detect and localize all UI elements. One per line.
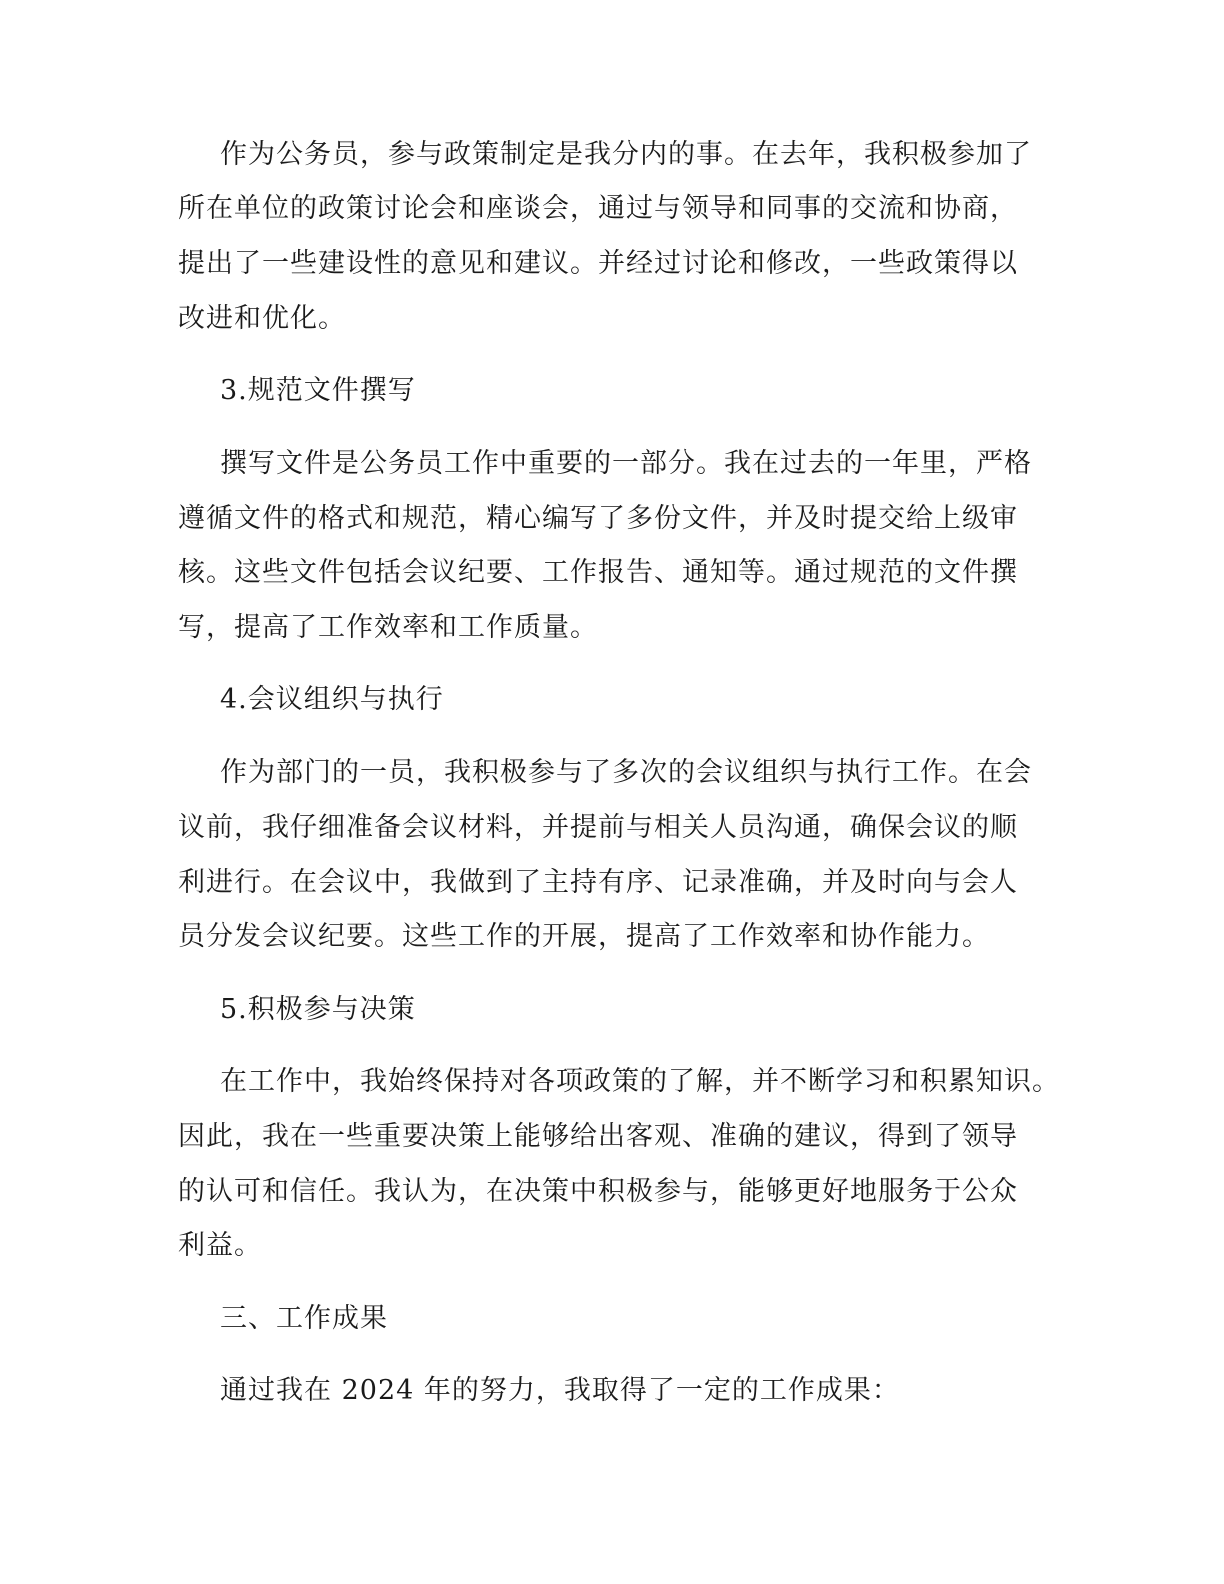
section-heading: 三、工作成果: [220, 1303, 388, 1334]
section-heading: 5.积极参与决策: [220, 994, 416, 1025]
paragraph-line: 利进行。在会议中，我做到了主持有序、记录准确，并及时向与会人: [178, 867, 1018, 898]
paragraph-line: 作为公务员，参与政策制定是我分内的事。在去年，我积极参加了: [220, 139, 1032, 170]
paragraph-line: 员分发会议纪要。这些工作的开展，提高了工作效率和协作能力。: [178, 921, 990, 952]
paragraph-line: 所在单位的政策讨论会和座谈会，通过与领导和同事的交流和协商，: [178, 193, 1018, 224]
paragraph-line: 核。这些文件包括会议纪要、工作报告、通知等。通过规范的文件撰: [178, 557, 1018, 588]
section-heading: 4.会议组织与执行: [220, 684, 444, 715]
paragraph-line: 写，提高了工作效率和工作质量。: [178, 612, 598, 643]
paragraph-line: 通过我在 2024 年的努力，我取得了一定的工作成果：: [220, 1375, 900, 1406]
paragraph-line: 作为部门的一员，我积极参与了多次的会议组织与执行工作。在会: [220, 757, 1032, 788]
paragraph-line: 遵循文件的格式和规范，精心编写了多份文件，并及时提交给上级审: [178, 503, 1018, 534]
paragraph-line: 在工作中，我始终保持对各项政策的了解，并不断学习和积累知识。: [220, 1066, 1060, 1097]
section-heading: 3.规范文件撰写: [220, 375, 416, 406]
paragraph-line: 撰写文件是公务员工作中重要的一部分。我在过去的一年里，严格: [220, 448, 1032, 479]
paragraph-line: 改进和优化。: [178, 303, 346, 334]
paragraph-line: 因此，我在一些重要决策上能够给出客观、准确的建议，得到了领导: [178, 1121, 1018, 1152]
paragraph-line: 提出了一些建设性的意见和建议。并经过讨论和修改，一些政策得以: [178, 248, 1018, 279]
paragraph-line: 利益。: [178, 1230, 262, 1261]
paragraph-line: 的认可和信任。我认为，在决策中积极参与，能够更好地服务于公众: [178, 1176, 1018, 1207]
paragraph-line: 议前，我仔细准备会议材料，并提前与相关人员沟通，确保会议的顺: [178, 812, 1018, 843]
